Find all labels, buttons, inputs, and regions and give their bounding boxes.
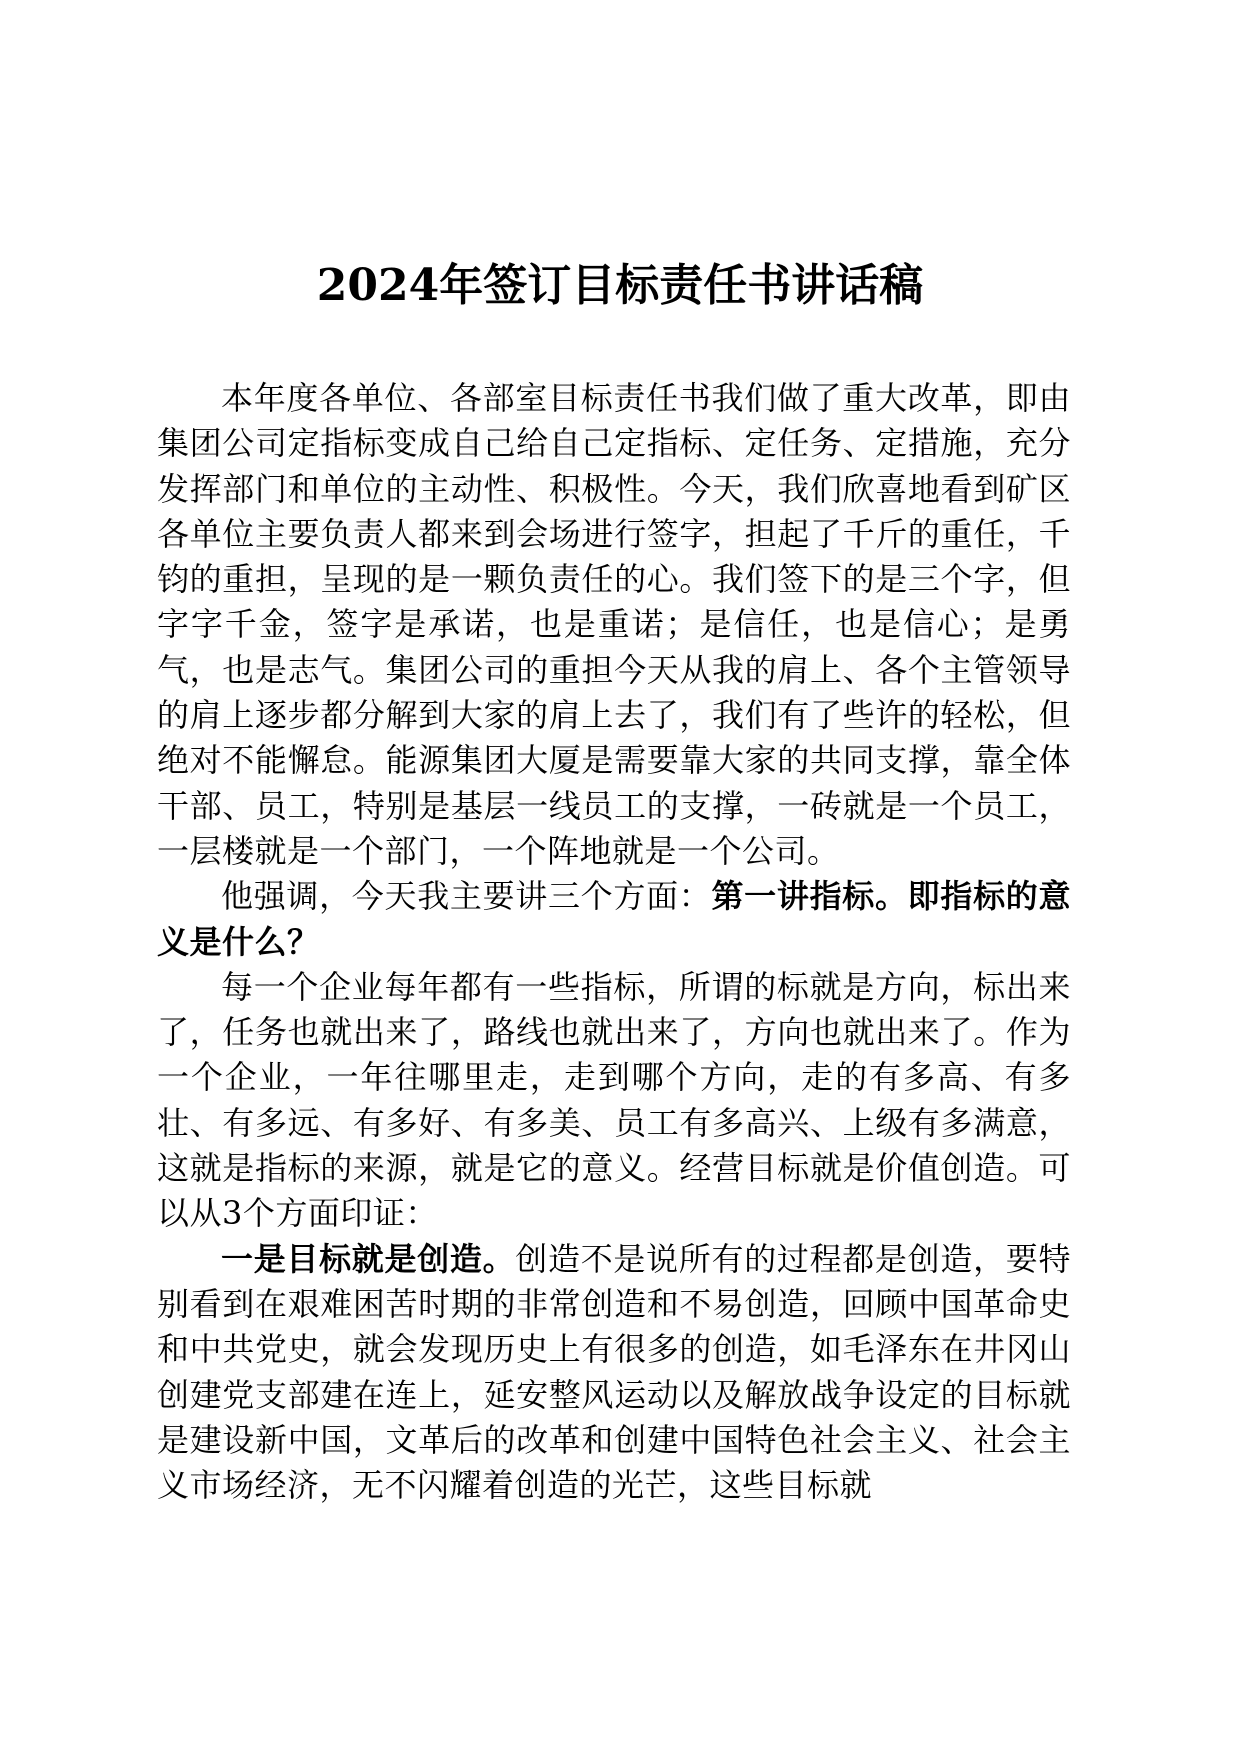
document-body	[157, 376, 1071, 1508]
section-heading-indicators: 第一讲指标。即指标的意义是什么？	[157, 877, 1071, 961]
paragraph-goal-is-creation	[157, 1237, 1071, 1509]
paragraph-three-aspects	[157, 874, 1071, 965]
paragraph-text: 每一个企业每年都有一些指标，所谓的标就是方向，标出来了，任务也就出来了，路线也就出来了，方向也就出来了。作为一个企业，一年往哪里走，走到哪个方向，走的有多高、有多壮、有多远、有多好、有多美、员工有多高兴、上级有多满意，这就是指标的来源，就是它的意义。经营目标就是价值创造。可以从3个方面印证：	[157, 967, 1071, 1233]
paragraph-text: 本年度各单位、各部室目标责任书我们做了重大改革，即由集团公司定指标变成自己给自己定指标、定任务、定措施，充分发挥部门和单位的主动性、积极性。今天，我们欣喜地看到矿区各单位主要负责人都来到会场进行签字，担起了千斤的重任，千钧的重担，呈现的是一颗负责任的心。我们签下的是三个字，但字字千金，签字是承诺，也是重诺；是信任，也是信心；是勇气，也是志气。集团公司的重担今天从我的肩上、各个主管领导的肩上逐步都分解到大家的肩上去了，我们有了些许的轻松，但绝对不能懈怠。能源集团大厦是需要靠大家的共同支撑，靠全体干部、员工，特别是基层一线员工的支撑，一砖就是一个员工，一层楼就是一个部门，一个阵地就是一个公司。	[157, 379, 1071, 870]
document-title: 2024年签订目标责任书讲话稿	[316, 260, 924, 311]
paragraph-text: 创造不是说所有的过程都是创造，要特别看到在艰难困苦时期的非常创造和不易创造，回顾中国革命史和中共党史，就会发现历史上有很多的创造，如毛泽东在井冈山创建党支部建在连上，延安整风运动以及解放战争设定的目标就是建设新中国，文革后的改革和创建中国特色社会主义、社会主义市场经济，无不闪耀着创造的光芒，这些目标就	[157, 1239, 1071, 1505]
paragraph-lead: 他强调，今天我主要讲三个方面：	[221, 877, 712, 916]
paragraph-indicator-meaning	[157, 965, 1071, 1237]
paragraph-intro	[157, 376, 1071, 874]
point-heading-creation: 一是目标就是创造。	[221, 1239, 516, 1278]
